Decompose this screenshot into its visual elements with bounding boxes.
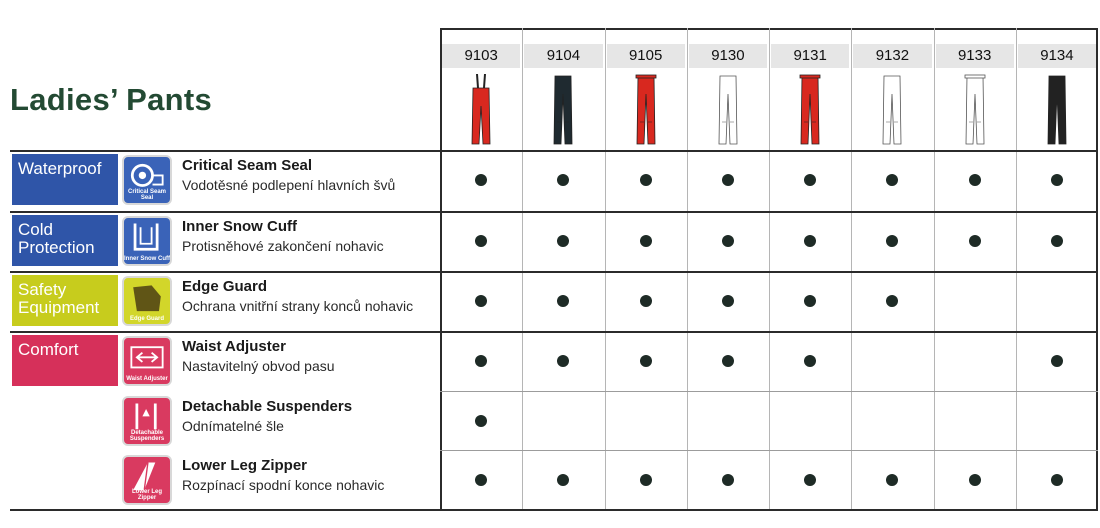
product-code: 9104 [524, 44, 602, 68]
feature-dot [722, 355, 734, 367]
product-code: 9105 [607, 44, 685, 68]
feature-dot [804, 474, 816, 486]
feature-dot [886, 174, 898, 186]
feature-name: Edge Guard [182, 278, 268, 295]
feature-dot [969, 474, 981, 486]
pants-image [635, 72, 657, 146]
column-divider [769, 28, 770, 510]
feature-dot [557, 235, 569, 247]
icon-caption: Detachable Suspenders [129, 430, 165, 442]
feature-dot [640, 235, 652, 247]
row-divider [10, 150, 1098, 152]
feature-dot [722, 174, 734, 186]
feature-description: Ochrana vnitřní strany konců nohavic [182, 298, 414, 314]
column-divider [934, 28, 935, 510]
feature-dot [475, 415, 487, 427]
row-divider [10, 211, 1098, 213]
feature-name: Detachable Suspenders [182, 398, 353, 415]
feature-dot [640, 355, 652, 367]
feature-description: Nastavitelný obvod pasu [182, 358, 335, 374]
pants-image [552, 72, 574, 146]
product-code: 9132 [853, 44, 931, 68]
product-code: 9130 [689, 44, 767, 68]
feature-dot [475, 235, 487, 247]
column-divider [522, 28, 523, 510]
icon-caption: Edge Guard [129, 316, 164, 322]
pants-image [1046, 72, 1068, 146]
feature-dot [475, 295, 487, 307]
feature-dot [475, 174, 487, 186]
category-label: Waterproof [12, 154, 118, 205]
leg-zipper-icon [122, 455, 172, 505]
page-title: Ladies’ Pants [10, 82, 213, 117]
seam-seal-icon [122, 155, 172, 205]
feature-dot [722, 235, 734, 247]
feature-dot [886, 295, 898, 307]
feature-name: Waist Adjuster [182, 338, 286, 355]
feature-dot [475, 474, 487, 486]
pants-image [717, 72, 739, 146]
feature-dot [557, 174, 569, 186]
icon-caption: Inner Snow Cuff [124, 256, 170, 262]
feature-name: Critical Seam Seal [182, 157, 313, 174]
feature-dot [1051, 235, 1063, 247]
category-label: Cold Protection [12, 215, 118, 266]
product-code: 9133 [936, 44, 1014, 68]
snow-cuff-icon [122, 216, 172, 266]
row-divider [10, 331, 1098, 333]
product-code: 9103 [442, 44, 520, 68]
icon-caption: Critical Seam Seal [127, 189, 167, 201]
waist-adjuster-icon [122, 336, 172, 386]
feature-dot [1051, 474, 1063, 486]
column-divider [1096, 28, 1098, 510]
category-label: Safety Equipment [12, 275, 118, 326]
feature-dot [557, 474, 569, 486]
pants-image [964, 72, 986, 146]
feature-dot [886, 474, 898, 486]
feature-dot [969, 235, 981, 247]
feature-description: Odnímatelné šle [182, 418, 284, 434]
feature-dot [804, 174, 816, 186]
feature-dot [1051, 174, 1063, 186]
feature-name: Inner Snow Cuff [182, 218, 297, 235]
feature-dot [1051, 355, 1063, 367]
row-divider [440, 391, 1098, 392]
feature-dot [722, 295, 734, 307]
icon-caption: Waist Adjuster [126, 376, 168, 382]
feature-dot [475, 355, 487, 367]
icon-caption: Lower Leg Zipper [131, 489, 162, 501]
feature-dot [640, 174, 652, 186]
feature-description: Protisněhové zakončení nohavic [182, 238, 384, 254]
suspenders-icon [122, 396, 172, 446]
column-divider [1016, 28, 1017, 510]
pants-image [470, 72, 492, 146]
feature-dot [969, 174, 981, 186]
column-divider [605, 28, 606, 510]
row-divider [440, 450, 1098, 451]
pants-image [881, 72, 903, 146]
feature-dot [640, 295, 652, 307]
edge-guard-icon [122, 276, 172, 326]
feature-dot [804, 235, 816, 247]
product-code: 9131 [771, 44, 849, 68]
feature-dot [804, 355, 816, 367]
column-divider [687, 28, 688, 510]
feature-dot [804, 295, 816, 307]
feature-name: Lower Leg Zipper [182, 457, 308, 474]
table-bottom-border [10, 509, 1098, 511]
category-label: Comfort [12, 335, 118, 386]
feature-dot [640, 474, 652, 486]
column-divider [851, 28, 852, 510]
feature-dot [886, 235, 898, 247]
feature-description: Rozpínací spodní konce nohavic [182, 477, 385, 493]
feature-description: Vodotěsné podlepení hlavních švů [182, 177, 396, 193]
feature-dot [722, 474, 734, 486]
feature-dot [557, 355, 569, 367]
row-divider [10, 271, 1098, 273]
column-divider [440, 28, 442, 510]
product-code: 9134 [1018, 44, 1096, 68]
feature-dot [557, 295, 569, 307]
pants-image [799, 72, 821, 146]
